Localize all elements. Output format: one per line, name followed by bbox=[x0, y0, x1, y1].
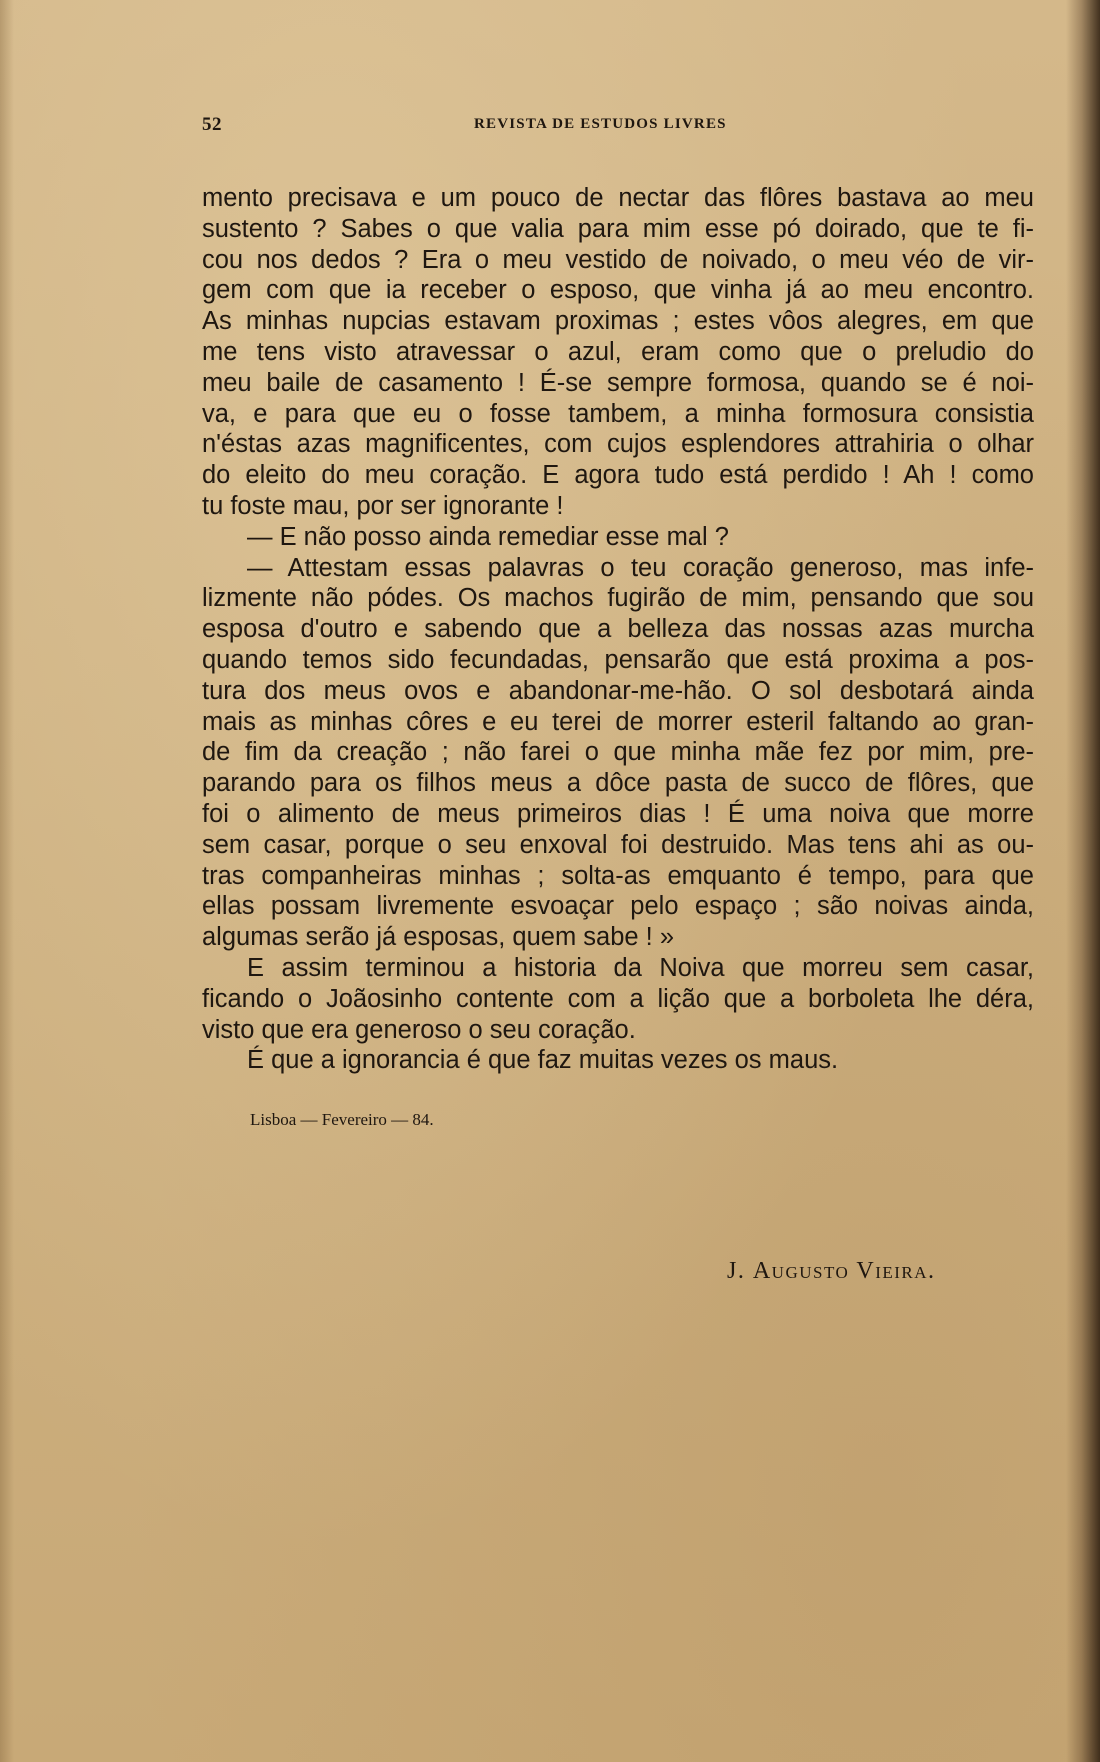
text-line: tu foste mau, por ser ignorante ! bbox=[202, 491, 564, 520]
page-number: 52 bbox=[202, 114, 222, 135]
text-line: — Attestam essas palavras o teu coração generoso, mas infe- bbox=[247, 553, 1034, 582]
text-line: ficando o Joãosinho contente com a lição que a borboleta lhe déra, bbox=[202, 984, 1034, 1013]
text-line: foi o alimento de meus primeiros dias ! É uma noiva que morre bbox=[202, 799, 1034, 828]
text-line: É que a ignorancia é que faz muitas vezes os maus. bbox=[247, 1046, 839, 1075]
text-line: E assim terminou a historia da Noiva que morreu sem casar, bbox=[247, 953, 1034, 982]
place-date: Lisboa — Fevereiro — 84. bbox=[250, 1110, 434, 1129]
text-line: — E não posso ainda remediar esse mal ? bbox=[247, 522, 729, 551]
right-page-edge bbox=[1066, 0, 1100, 1762]
text-line: mais as minhas côres e eu terei de morrer esteril faltando ao gran- bbox=[202, 707, 1034, 736]
text-line: ellas possam livremente esvoaçar pelo espaço ; são noivas ainda, bbox=[202, 892, 1034, 921]
page-header bbox=[202, 114, 1032, 144]
text-line: algumas serão já esposas, quem sabe ! » bbox=[202, 923, 675, 952]
text-line: sem casar, porque o seu enxoval foi destruido. Mas tens ahi as ou- bbox=[202, 830, 1034, 859]
text-line: meu baile de casamento ! É-se sempre formosa, quando se é noi- bbox=[202, 368, 1034, 397]
text-line: visto que era generoso o seu coração. bbox=[202, 1015, 636, 1044]
text-line: lizmente não pódes. Os machos fugirão de mim, pensando que sou bbox=[202, 584, 1034, 613]
text-line: gem com que ia receber o esposo, que vinha já ao meu encontro. bbox=[202, 276, 1034, 305]
text-line: me tens visto atravessar o azul, eram como que o preludio do bbox=[202, 337, 1034, 366]
left-page-edge bbox=[0, 0, 14, 1762]
text-line: mento precisava e um pouco de nectar das flôres bastava ao meu bbox=[202, 184, 1034, 212]
running-title: REVISTA DE ESTUDOS LIVRES bbox=[474, 116, 727, 132]
text-line: parando para os filhos meus a dôce pasta de succo de flôres, que bbox=[202, 769, 1034, 798]
text-line: As minhas nupcias estavam proximas ; estes vôos alegres, em que bbox=[202, 307, 1034, 336]
text-line: cou nos dedos ? Era o meu vestido de noivado, o meu véo de vir- bbox=[202, 245, 1034, 274]
text-line: de fim da creação ; não farei o que minha mãe fez por mim, pre- bbox=[202, 738, 1034, 767]
text-line: sustento ? Sabes o que valia para mim esse pó doirado, que te fi- bbox=[202, 214, 1034, 243]
text-line: n'éstas azas magnificentes, com cujos esplendores attrahiria o olhar bbox=[202, 430, 1034, 459]
body-text bbox=[202, 183, 1034, 1076]
text-line: tras companheiras minhas ; solta-as emquanto é tempo, para que bbox=[202, 861, 1034, 890]
signature-name: Augusto Vieira. bbox=[752, 1258, 936, 1284]
text-line: esposa d'outro e sabendo que a belleza das nossas azas murcha bbox=[202, 615, 1034, 644]
text-line: tura dos meus ovos e abandonar-me-hão. O sol desbotará ainda bbox=[202, 676, 1034, 705]
text-line: quando temos sido fecundadas, pensarão que está proxima a pos- bbox=[202, 645, 1034, 674]
text-line: do eleito do meu coração. E agora tudo está perdido ! Ah ! como bbox=[202, 461, 1034, 490]
text-line: va, e para que eu o fosse tambem, a minha formosura consistia bbox=[202, 399, 1034, 428]
signature bbox=[727, 1258, 936, 1285]
signature-initial: J. bbox=[727, 1258, 746, 1284]
